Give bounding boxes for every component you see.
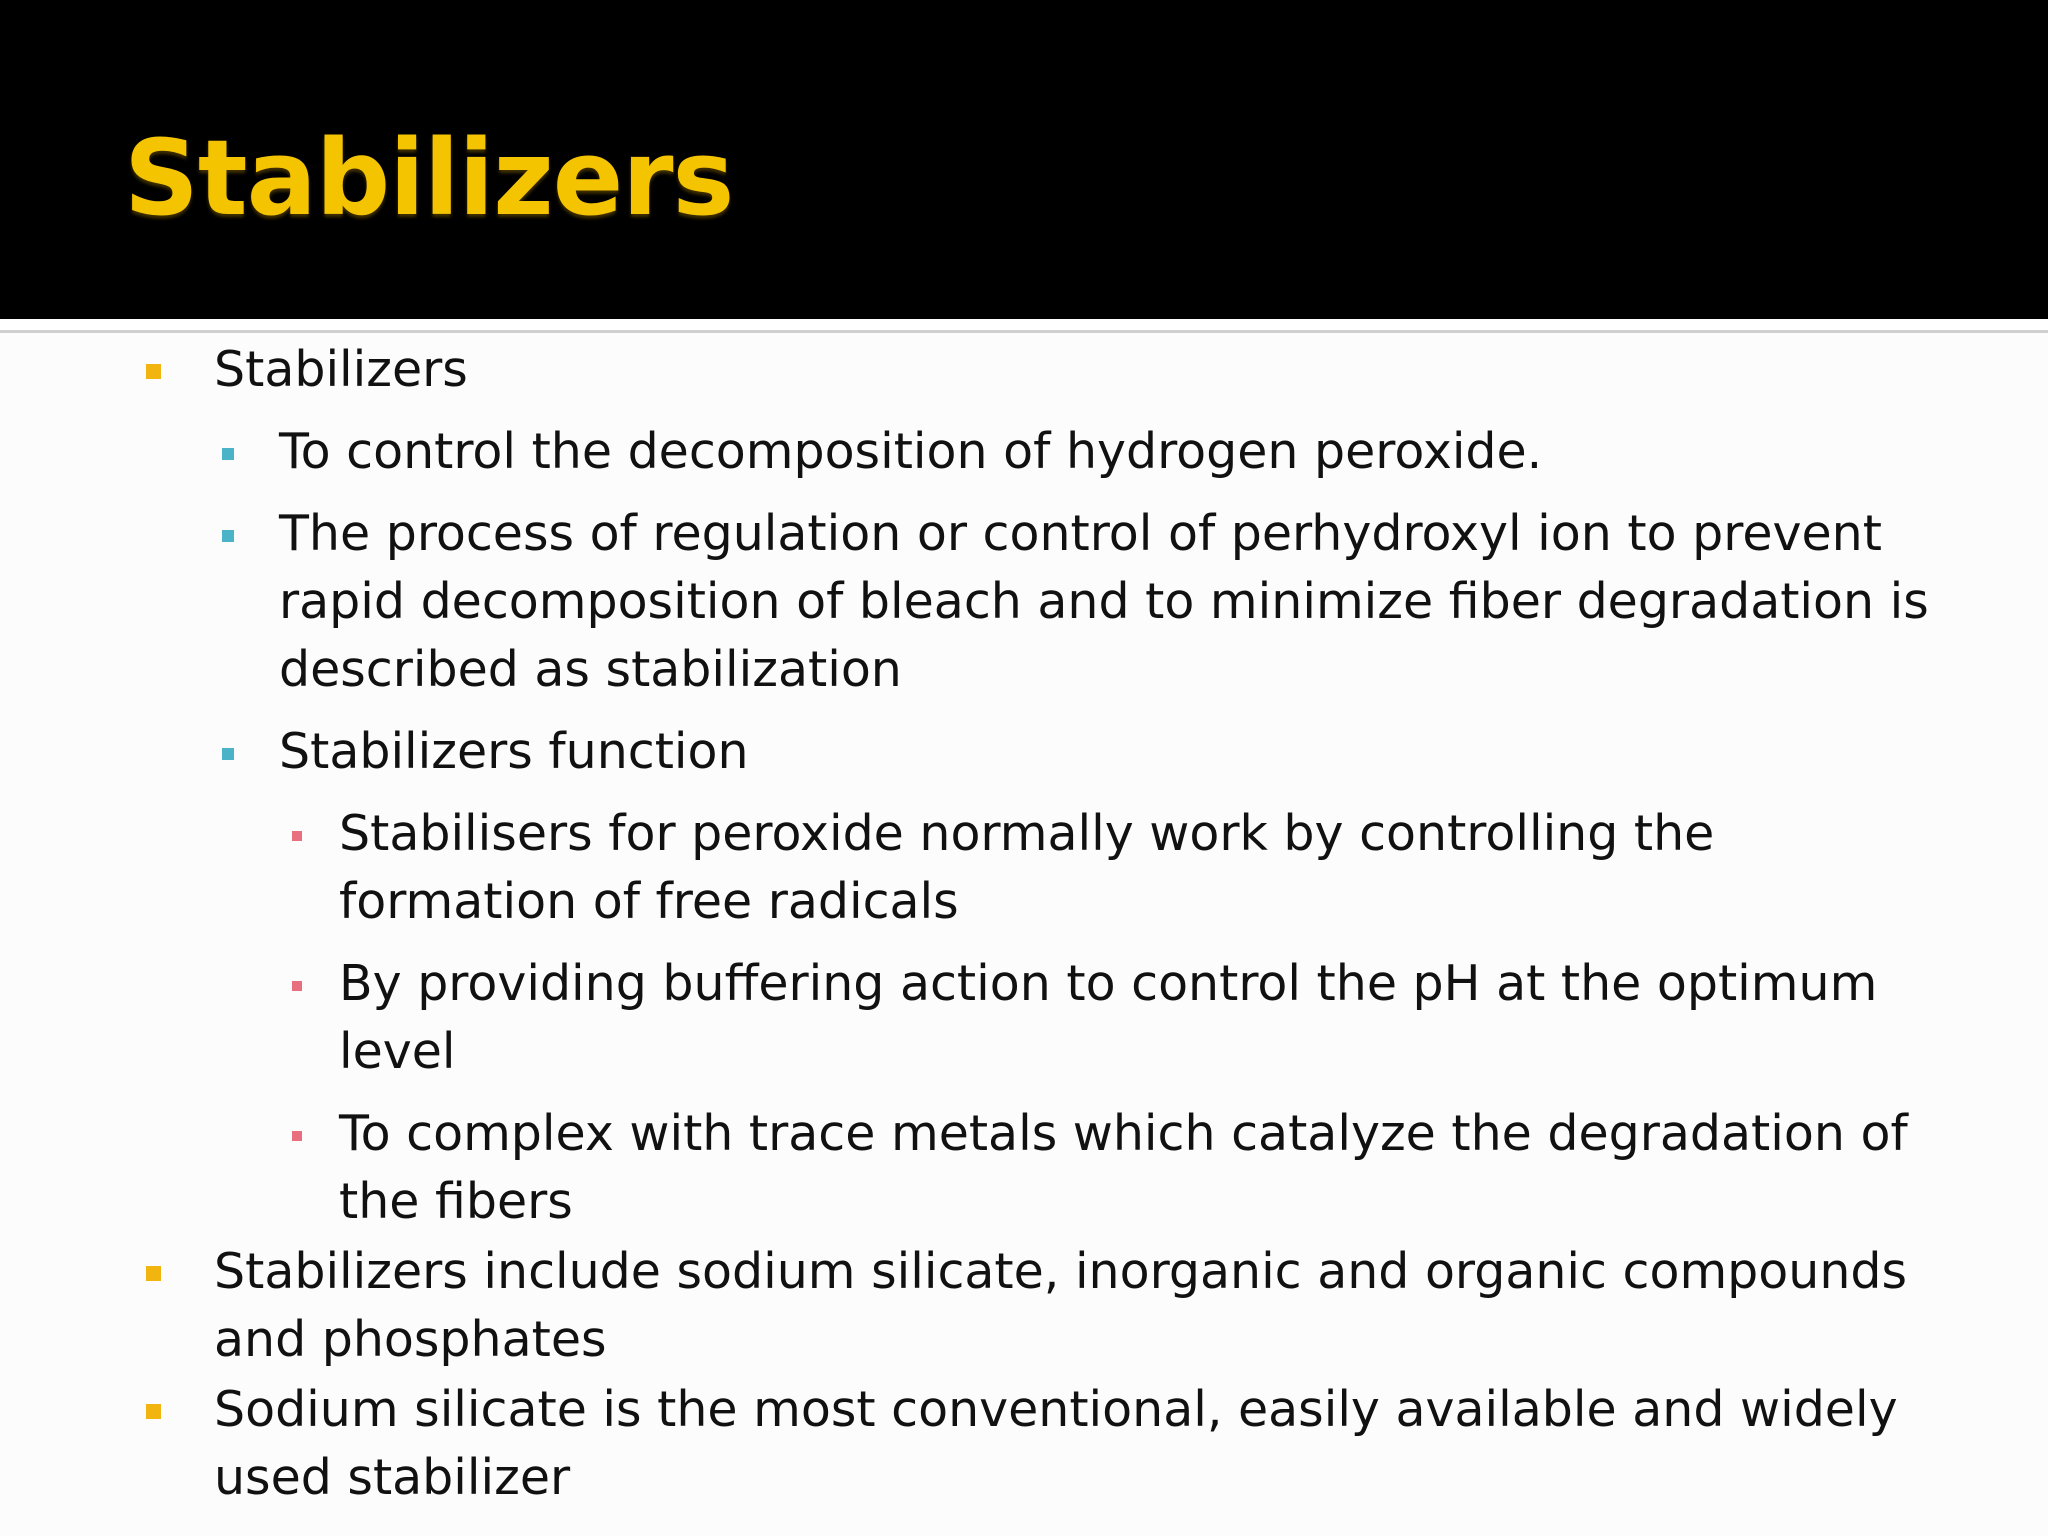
square-bullet-icon (146, 1266, 161, 1281)
bullet-text: By providing buffering action to control the pH at the optimum level (339, 955, 1878, 1080)
square-bullet-icon (222, 448, 234, 460)
square-bullet-icon (222, 748, 234, 760)
bullet-text: Stabilizers include sodium silicate, inorganic and organic compounds and phosphates (214, 1243, 1908, 1368)
bullet-list (0, 336, 2048, 1512)
bullet-text: Stabilizers (214, 341, 468, 398)
list-item (0, 418, 1934, 486)
square-bullet-icon (292, 831, 302, 841)
bullet-text: Stabilisers for peroxide normally work by controlling the formation of free radicals (339, 805, 1715, 930)
bullet-text: Stabilizers function (279, 723, 749, 780)
square-bullet-icon (146, 364, 161, 379)
slide-content (0, 336, 2048, 1512)
title-bar (0, 0, 2048, 319)
square-bullet-icon (222, 530, 234, 542)
list-item (0, 950, 1934, 1086)
bullet-text: To control the decomposition of hydrogen peroxide. (279, 423, 1543, 480)
slide-title: Stabilizers (124, 117, 734, 239)
list-item (0, 1100, 1934, 1236)
list-item (0, 1376, 1934, 1512)
list-item (0, 336, 1934, 404)
square-bullet-icon (292, 981, 302, 991)
bullet-text: The process of regulation or control of perhydroxyl ion to prevent rapid decomposition of bleach and to minimize fiber degradation is described as stabilization (279, 505, 1929, 698)
list-item (0, 718, 1934, 786)
list-item (0, 500, 1934, 704)
bullet-text: To complex with trace metals which catalyze the degradation of the fibers (339, 1105, 1908, 1230)
list-item (0, 800, 1934, 936)
list-item (0, 1238, 1934, 1374)
bullet-text: Sodium silicate is the most conventional, easily available and widely used stabilizer (214, 1381, 1898, 1506)
square-bullet-icon (146, 1404, 161, 1419)
title-divider (0, 319, 2048, 333)
square-bullet-icon (292, 1131, 302, 1141)
